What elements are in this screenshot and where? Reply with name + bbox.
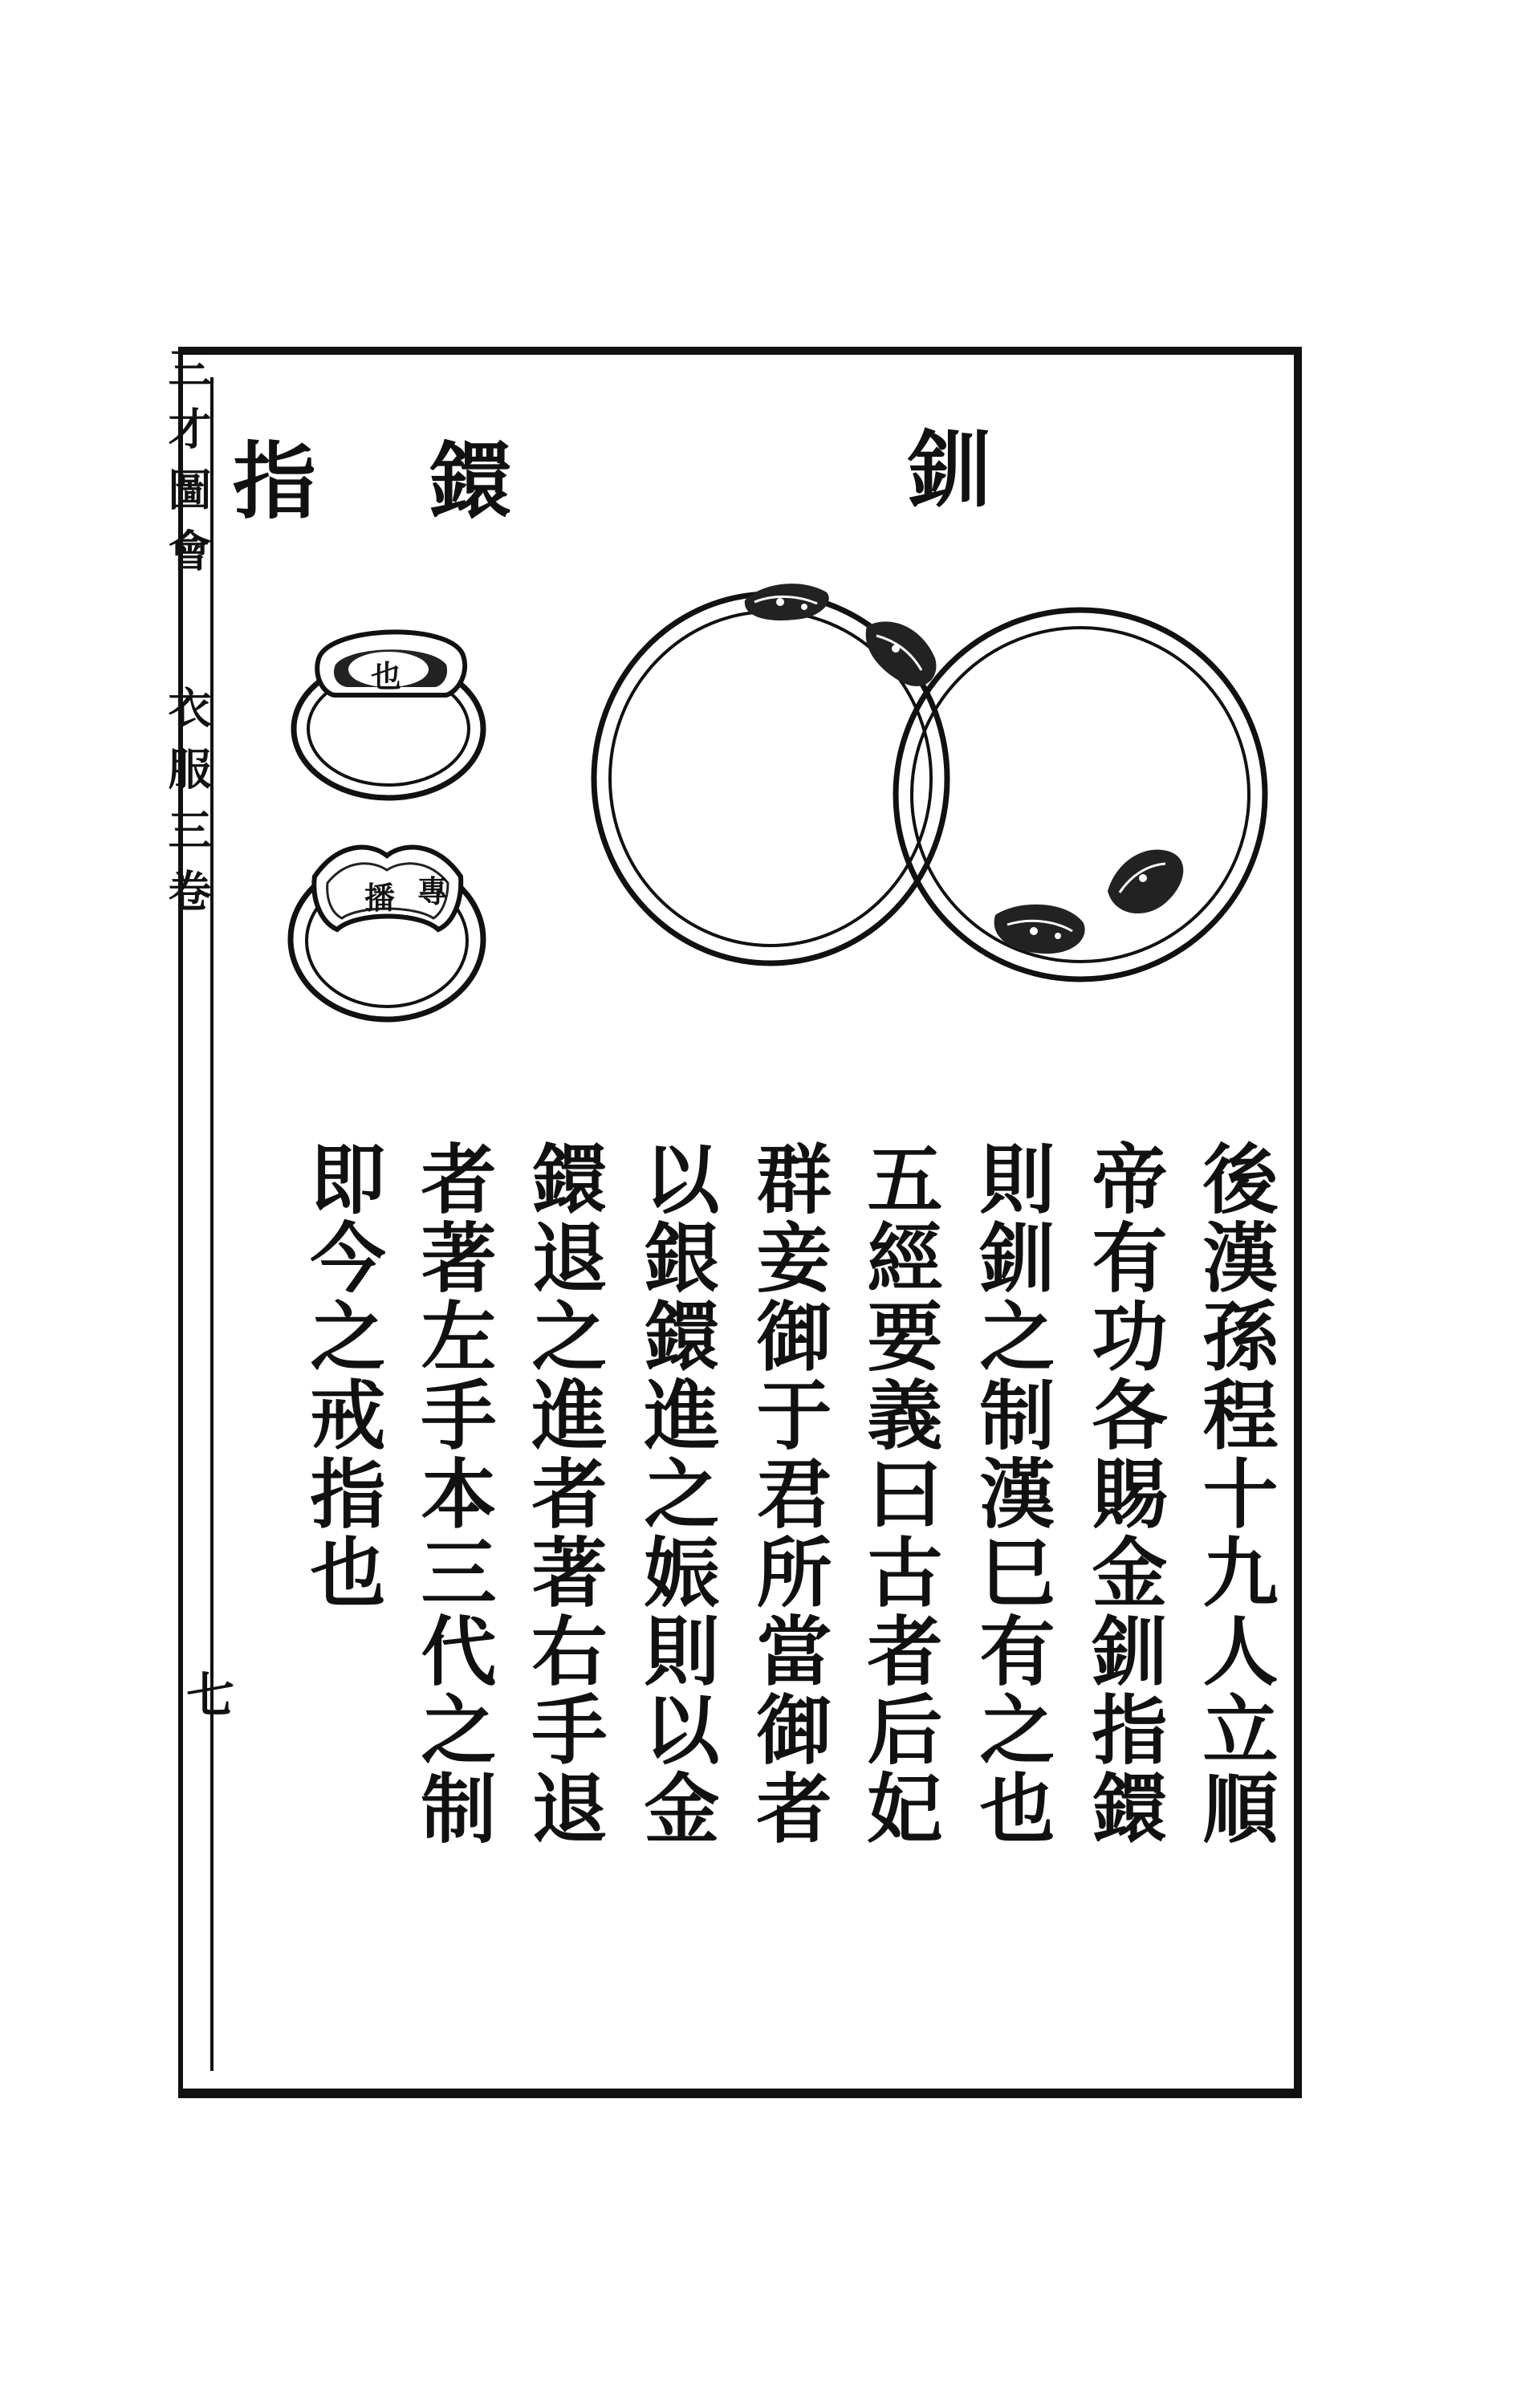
- ring-bottom-inscription-right: 專: [417, 873, 449, 909]
- caption-bracelet: 釧: [893, 425, 992, 509]
- text-column-9: 即今之戒指也: [297, 1140, 385, 1612]
- text-column-2: 帝有功各賜金釧指鐶: [1079, 1140, 1167, 1848]
- text-column-5: 群妾御于君所當御者: [743, 1140, 832, 1848]
- margin-title-text: 三才圖會: [161, 345, 213, 589]
- text-column-6: 以銀鐶進之娠則以金: [631, 1140, 719, 1848]
- finger-ring-bottom-illustration: [283, 835, 491, 1027]
- caption-ring: 指鐶: [233, 432, 625, 531]
- margin-folio-number: 七: [178, 1670, 234, 1718]
- finger-ring-top-illustration: [286, 608, 494, 801]
- margin-section-text: 衣服三卷: [161, 685, 213, 929]
- bracelet-terminal-bottom-right: [1108, 850, 1183, 913]
- ring-top-inscription: 也: [371, 658, 402, 694]
- text-column-1: 後漢孫程十九人立順: [1190, 1140, 1278, 1848]
- text-column-8: 者著左手本三代之制: [408, 1140, 496, 1848]
- bracelet-terminal-top-right: [866, 621, 937, 685]
- ring-bottom-inscription-left: 播: [364, 880, 396, 916]
- bracelet-terminal-top-left: [745, 584, 829, 620]
- bracelet-illustration: [594, 578, 1300, 1027]
- margin-book-title: [161, 345, 218, 2079]
- text-column-4: 五經要義曰古者后妃: [854, 1140, 942, 1848]
- text-column-3: 則釧之制漢巳有之也: [966, 1140, 1055, 1848]
- text-column-7: 鐶退之進者著右手退: [518, 1140, 607, 1848]
